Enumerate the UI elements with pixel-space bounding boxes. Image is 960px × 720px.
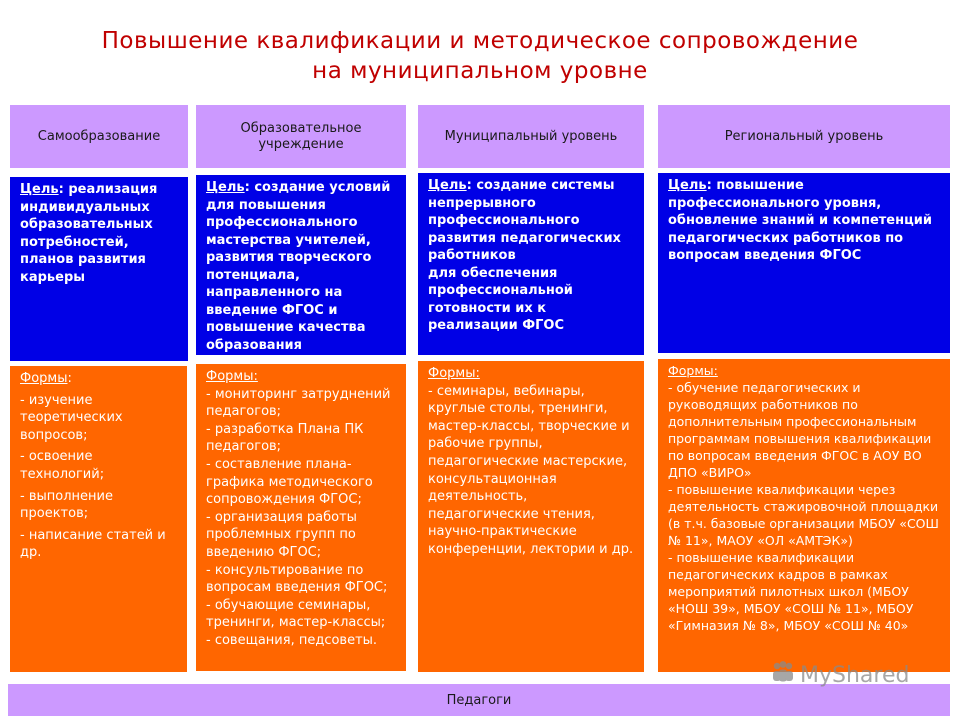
goal-text: : реализация индивидуальных образовательных потребностей, планов развития карьеры	[20, 182, 158, 285]
forms-text: - мониторинг затруднений педагогов; - разработка Плана ПК педагогов; - составление плана-графика методического сопровождения ФГОС; - организация работы проблемных групп по введению ФГОС; - консультирование по вопросам введения ФГОС; - обучающие семинары, тренинги, мастер-классы; - совещания, педсоветы.	[206, 386, 391, 648]
header-educational-institution	[196, 105, 406, 168]
header-regional-level-label: Региональный уровень	[724, 128, 884, 144]
forms-label: Формы:	[668, 363, 718, 378]
page-title	[60, 26, 900, 86]
goal-text: : повышение профессионального уровня, обновление знаний и компетенций педагогических работников по вопросам введения ФГОС	[668, 178, 932, 263]
goal-self-education	[10, 177, 188, 361]
header-self-education	[10, 105, 188, 168]
title-line-2: на муниципальном уровне	[312, 58, 648, 84]
forms-municipal-level	[418, 361, 644, 672]
forms-item: - освоение технологий;	[20, 449, 105, 482]
forms-item: - написание статей и др.	[20, 527, 166, 561]
goal-regional-level	[658, 173, 950, 353]
goal-label: Цель	[668, 178, 707, 193]
forms-label: Формы	[20, 371, 68, 386]
forms-text: - обучение педагогических и руководящих работников по дополнительным профессиональным программам повышения квалификации по вопросам введения ФГОС в АОУ ВО ДПО «ВИРО» - повышение квалификации через деятельность стажировочной площадки (в т.ч. базовые организации МБОУ «СОШ № 11», МАОУ «ОЛ «АМТЭК») - повышение квалификации педагогических кадров в рамках мероприятий пилотных школ (МБОУ «НОШ 39», МБОУ «СОШ № 11», МБОУ «Гимназия № 8», МБОУ «СОШ № 40»	[668, 380, 939, 633]
title-line-1: Повышение квалификации и методическое сопровождение	[101, 28, 859, 54]
goal-municipal-level	[418, 173, 644, 355]
goal-label: Цель	[206, 180, 245, 195]
header-self-education-label: Самообразование	[37, 128, 161, 144]
header-regional-level	[658, 105, 950, 168]
forms-educational-institution	[196, 364, 406, 671]
forms-item: - выполнение проектов;	[20, 488, 113, 522]
watermark-text: MyShared	[800, 662, 910, 688]
forms-label: Формы:	[206, 369, 258, 384]
header-municipal-level	[418, 105, 644, 168]
goal-educational-institution	[196, 175, 406, 355]
goal-text: : создание системы непрерывного профессионального развития педагогических работников для обеспечения профессиональной готовности их к реализации ФГОС	[428, 178, 621, 333]
header-municipal-level-label: Муниципальный уровень	[444, 128, 618, 144]
forms-colon: :	[67, 371, 72, 386]
people-icon	[770, 660, 796, 690]
teachers-bar	[8, 684, 950, 716]
goal-text: : создание условий для повышения профессионального мастерства учителей, развития творческого потенциала, направленного на введение ФГОС и повышение качества образования	[206, 180, 391, 353]
forms-item: - изучение теоретических вопросов;	[20, 392, 123, 443]
goal-label: Цель	[428, 178, 467, 193]
teachers-bar-label: Педагоги	[446, 692, 512, 708]
forms-self-education	[10, 366, 187, 672]
header-educational-institution-label: Образовательное учреждение	[240, 120, 362, 152]
forms-label: Формы:	[428, 366, 480, 381]
goal-label: Цель	[20, 182, 59, 197]
forms-text: - семинары, вебинары, круглые столы, тренинги, мастер-классы, творческие и рабочие группы, педагогические мастерские, консультационная деятельность, педагогические чтения, научно-практические конференции, лектории и др.	[428, 383, 634, 557]
forms-regional-level	[658, 359, 950, 672]
watermark	[770, 662, 909, 688]
